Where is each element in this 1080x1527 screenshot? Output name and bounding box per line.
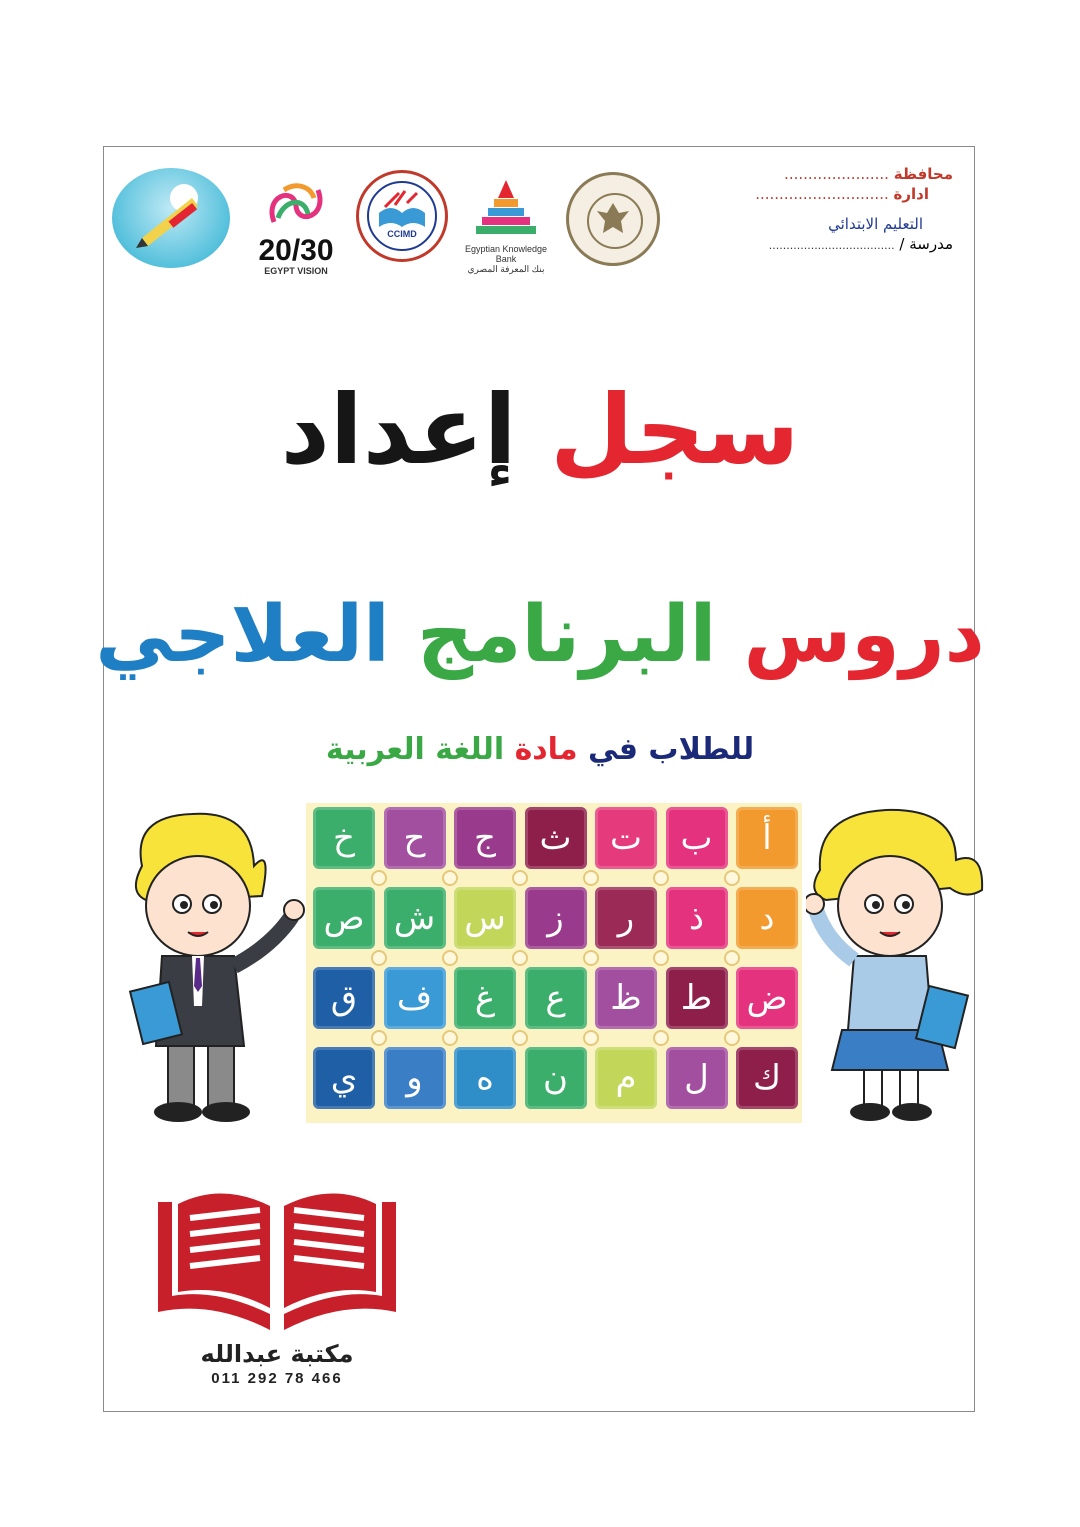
- letter-tile: ش: [384, 887, 446, 949]
- girl-illustration: [806, 800, 990, 1130]
- governorate-label: محافظة: [893, 165, 953, 183]
- rosette-icon: [653, 950, 669, 966]
- governorate-dots: ......................: [784, 165, 889, 183]
- rosette-icon: [442, 950, 458, 966]
- administration-dots: ............................: [755, 185, 889, 203]
- letter-tile: ق: [313, 967, 375, 1029]
- letter-tile: ث: [525, 807, 587, 869]
- letter-tile: ظ: [595, 967, 657, 1029]
- secondary-title: [0, 580, 1080, 690]
- letter-tile: ب: [666, 807, 728, 869]
- rosette-icon: [512, 1030, 528, 1046]
- letter-tile: ه: [454, 1047, 516, 1109]
- rosette-icon: [724, 870, 740, 886]
- eagle-emblem-icon: [587, 193, 643, 249]
- letter-tile: ح: [384, 807, 446, 869]
- school-dots: ....................................: [768, 239, 895, 252]
- title2-word-red: دروس: [743, 590, 985, 680]
- letter-tile: ي: [313, 1047, 375, 1109]
- rosette-icon: [583, 950, 599, 966]
- boy-illustration: [122, 806, 306, 1130]
- school-row: [743, 234, 953, 256]
- letter-tile: أ: [736, 807, 798, 869]
- ministry-logo: [566, 172, 660, 266]
- rosette-icon: [442, 1030, 458, 1046]
- administration-row: [743, 184, 953, 204]
- letter-tile: ز: [525, 887, 587, 949]
- letter-tile: ك: [736, 1047, 798, 1109]
- rosette-icon: [371, 870, 387, 886]
- title-word-red: سجل: [550, 374, 800, 486]
- rosette-icon: [653, 870, 669, 886]
- ekb-english: Egyptian Knowledge Bank: [464, 244, 548, 264]
- letter-tile: م: [595, 1047, 657, 1109]
- title-word-black: إعداد: [280, 374, 517, 486]
- alphabet-grid: [306, 803, 802, 1123]
- library-book-logo-icon: [152, 1180, 402, 1334]
- administration-label: ادارة: [893, 185, 929, 203]
- pencil-rocket-icon: [112, 168, 230, 268]
- letter-tile: ت: [595, 807, 657, 869]
- pyramid-books-icon: [456, 176, 556, 238]
- letter-tile: ط: [666, 967, 728, 1029]
- ekb-logo: [456, 176, 556, 274]
- letter-tile: و: [384, 1047, 446, 1109]
- letter-tile: د: [736, 887, 798, 949]
- vision-2030-logo: [244, 176, 348, 276]
- subtitle-part-navy: للطلاب في: [587, 732, 755, 767]
- letter-tile: ف: [384, 967, 446, 1029]
- stage-text: التعليم الابتدائي: [828, 215, 923, 233]
- letter-tile: ض: [736, 967, 798, 1029]
- subtitle-part-red: مادة: [514, 732, 578, 767]
- rosette-icon: [371, 950, 387, 966]
- open-book-icon: [359, 173, 445, 259]
- rosette-icon: [583, 1030, 599, 1046]
- subtitle: [0, 728, 1080, 772]
- letter-tile: خ: [313, 807, 375, 869]
- ccimd-text: CCIMD: [387, 229, 417, 239]
- letter-tile: ل: [666, 1047, 728, 1109]
- letter-tile: ن: [525, 1047, 587, 1109]
- title2-word-blue: العلاجي: [95, 590, 390, 680]
- letter-tile: ع: [525, 967, 587, 1029]
- rosette-icon: [583, 870, 599, 886]
- rosette-icon: [724, 1030, 740, 1046]
- rosette-icon: [724, 950, 740, 966]
- main-title: [0, 370, 1080, 490]
- school-logo: [112, 168, 230, 268]
- letter-tile: ذ: [666, 887, 728, 949]
- rosette-icon: [512, 950, 528, 966]
- stage-row: [743, 214, 923, 234]
- vision-text: EGYPT VISION: [264, 266, 328, 276]
- subtitle-part-green: اللغة العربية: [325, 732, 505, 767]
- header-info: [743, 164, 953, 256]
- letter-tile: س: [454, 887, 516, 949]
- ribbon-swirl-icon: [244, 176, 348, 232]
- library-name: مكتبة عبدالله: [200, 1340, 354, 1368]
- rosette-icon: [442, 870, 458, 886]
- letter-tile: ج: [454, 807, 516, 869]
- school-label: مدرسة /: [899, 235, 953, 253]
- letter-tile: ص: [313, 887, 375, 949]
- ekb-arabic: بنك المعرفة المصري: [467, 264, 545, 274]
- governorate-row: [743, 164, 953, 184]
- letter-tile: غ: [454, 967, 516, 1029]
- rosette-icon: [512, 870, 528, 886]
- rosette-icon: [653, 1030, 669, 1046]
- rosette-icon: [371, 1030, 387, 1046]
- letter-tile: ر: [595, 887, 657, 949]
- title2-word-green: البرنامج: [416, 590, 717, 680]
- vision-number: 20/30: [258, 234, 334, 267]
- ccimd-logo: [356, 170, 448, 262]
- library-phone: 011 292 78 466: [211, 1370, 343, 1387]
